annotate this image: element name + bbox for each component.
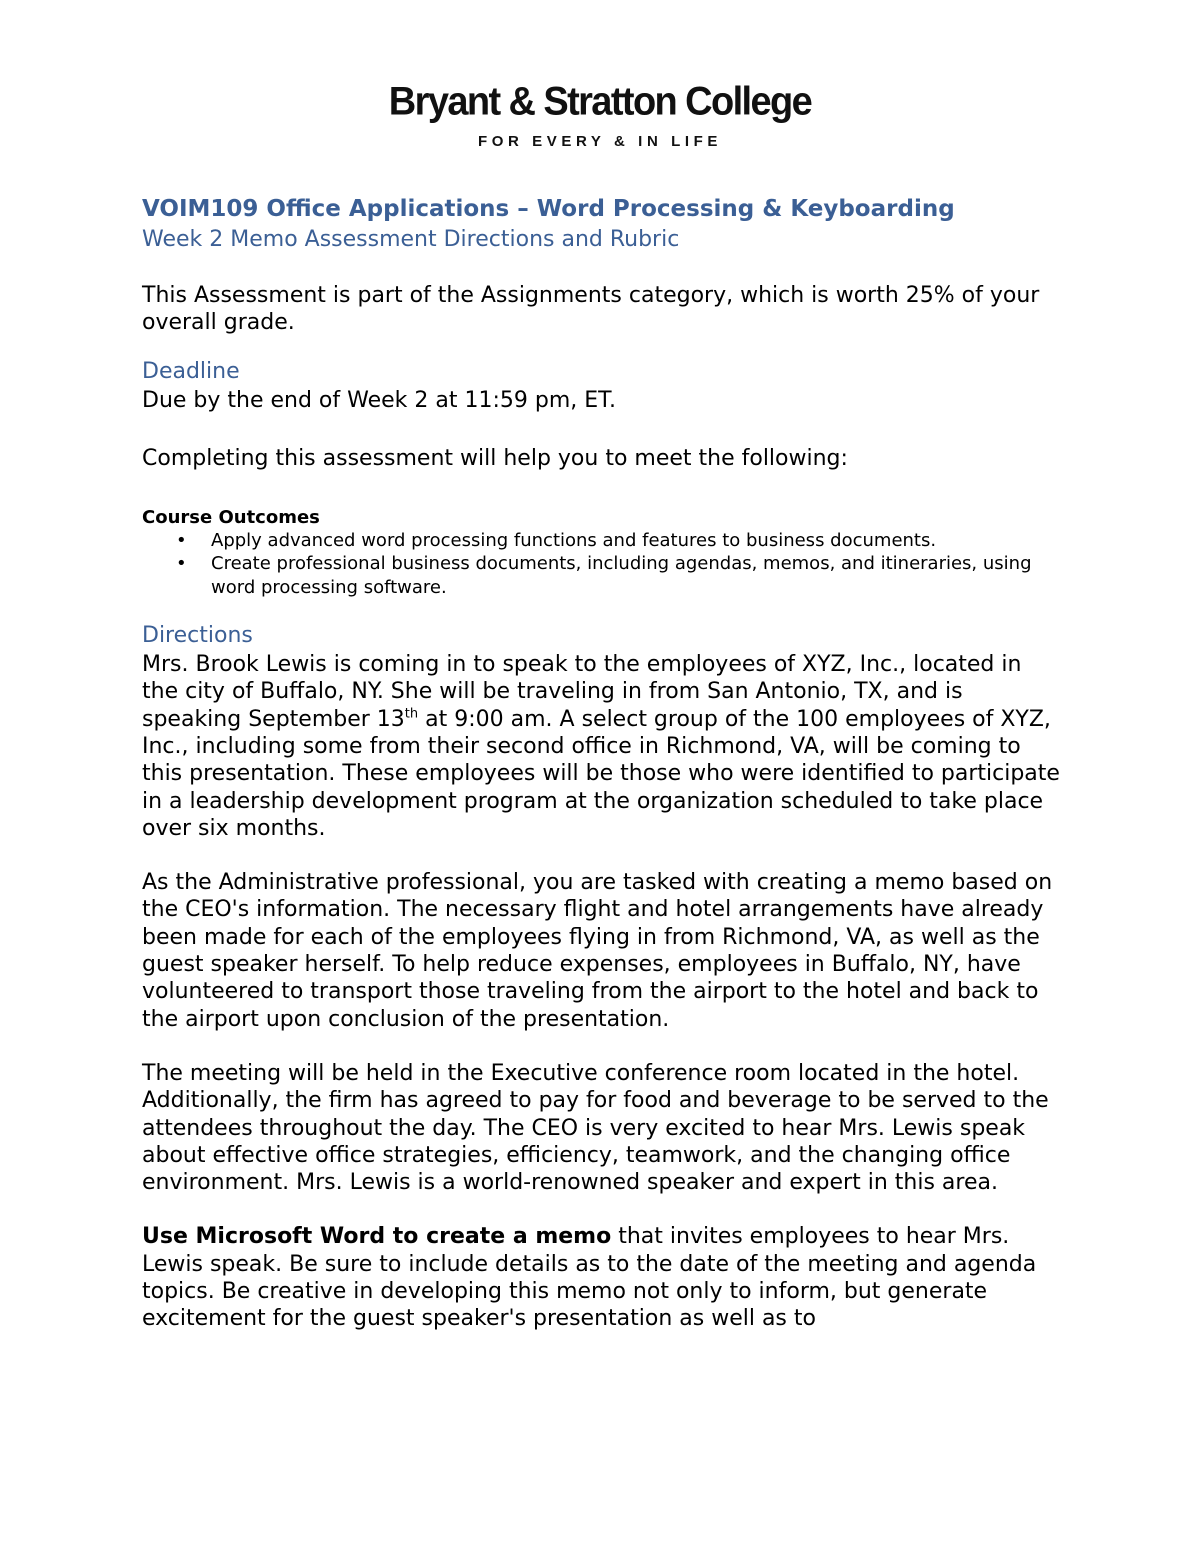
intro-paragraph: This Assessment is part of the Assignments category, which is worth 25% of your overall grade. bbox=[142, 283, 1040, 336]
directions-paragraph-3: The meeting will be held in the Executive conference room located in the hotel. Additionally, the firm has agreed to pay for food and beverage to be served to the attendees throughout the day. The CEO is very excited to hear Mrs. Lewis speak about effective office strategies, efficiency, teamwork, and the changing office environment. Mrs. Lewis is a world-renowned speaker and expert in this area. bbox=[142, 1060, 1049, 1196]
list-item bbox=[142, 529, 1062, 552]
logo-name: Bryant & Stratton College bbox=[388, 79, 812, 125]
directions-paragraph-1 bbox=[142, 651, 1062, 842]
ordinal-suffix: th bbox=[404, 706, 419, 722]
college-logo bbox=[0, 80, 1200, 152]
deadline-text: Due by the end of Week 2 at 11:59 pm, ET. bbox=[142, 387, 616, 413]
outcomes-label: Course Outcomes bbox=[142, 507, 320, 529]
bullet-icon: • bbox=[176, 553, 187, 575]
para1-part-b: at 9:00 am. A select group of the 100 employees of XYZ, Inc., including some from their second office in Richmond, VA, will be coming to this presentation. These employees will be those who were identified to participate in a leadership development program at the organization scheduled to take place over six months. bbox=[142, 706, 1060, 841]
document-subtitle: Week 2 Memo Assessment Directions and Rubric bbox=[142, 227, 680, 252]
directions-paragraph-4 bbox=[142, 1223, 1062, 1332]
outcome-text: Create professional business documents, including agendas, memos, and itineraries, using word processing software. bbox=[211, 553, 1032, 598]
outcomes-list bbox=[142, 529, 1062, 599]
document-body bbox=[142, 193, 1062, 1333]
deadline-heading: Deadline bbox=[142, 358, 240, 384]
course-title: VOIM109 Office Applications – Word Processing & Keyboarding bbox=[142, 196, 955, 222]
logo-tagline: FOR EVERY & IN LIFE bbox=[477, 133, 723, 150]
bullet-icon: • bbox=[176, 530, 187, 552]
completing-text: Completing this assessment will help you to meet the following: bbox=[142, 445, 848, 471]
para1-part-a: Mrs. Brook Lewis is coming in to speak to the employees of XYZ, Inc., located in the city of Buffalo, NY. She will be traveling in from San Antonio, TX, and is speaking September 13 bbox=[142, 652, 1022, 732]
directions-paragraph-2: As the Administrative professional, you are tasked with creating a memo based on the CEO's information. The necessary flight and hotel arrangements have already been made for each of the employees flying in from Richmond, VA, as well as the guest speaker herself. To help reduce expenses, employees in Buffalo, NY, have volunteered to transport those traveling from the airport to the hotel and back to the airport upon conclusion of the presentation. bbox=[142, 870, 1053, 1032]
outcome-text: Apply advanced word processing functions and features to business documents. bbox=[211, 530, 937, 552]
para4-emphasis: Use Microsoft Word to create a memo bbox=[142, 1224, 612, 1250]
para4-text: that invites employees to hear Mrs. Lewis speak. Be sure to include details as to the date of the meeting and agenda topics. Be creative in developing this memo not only to inform, but generate excitement for the guest speaker's presentation as well as to bbox=[142, 1224, 1037, 1332]
list-item bbox=[142, 552, 1062, 599]
directions-heading: Directions bbox=[142, 623, 253, 649]
